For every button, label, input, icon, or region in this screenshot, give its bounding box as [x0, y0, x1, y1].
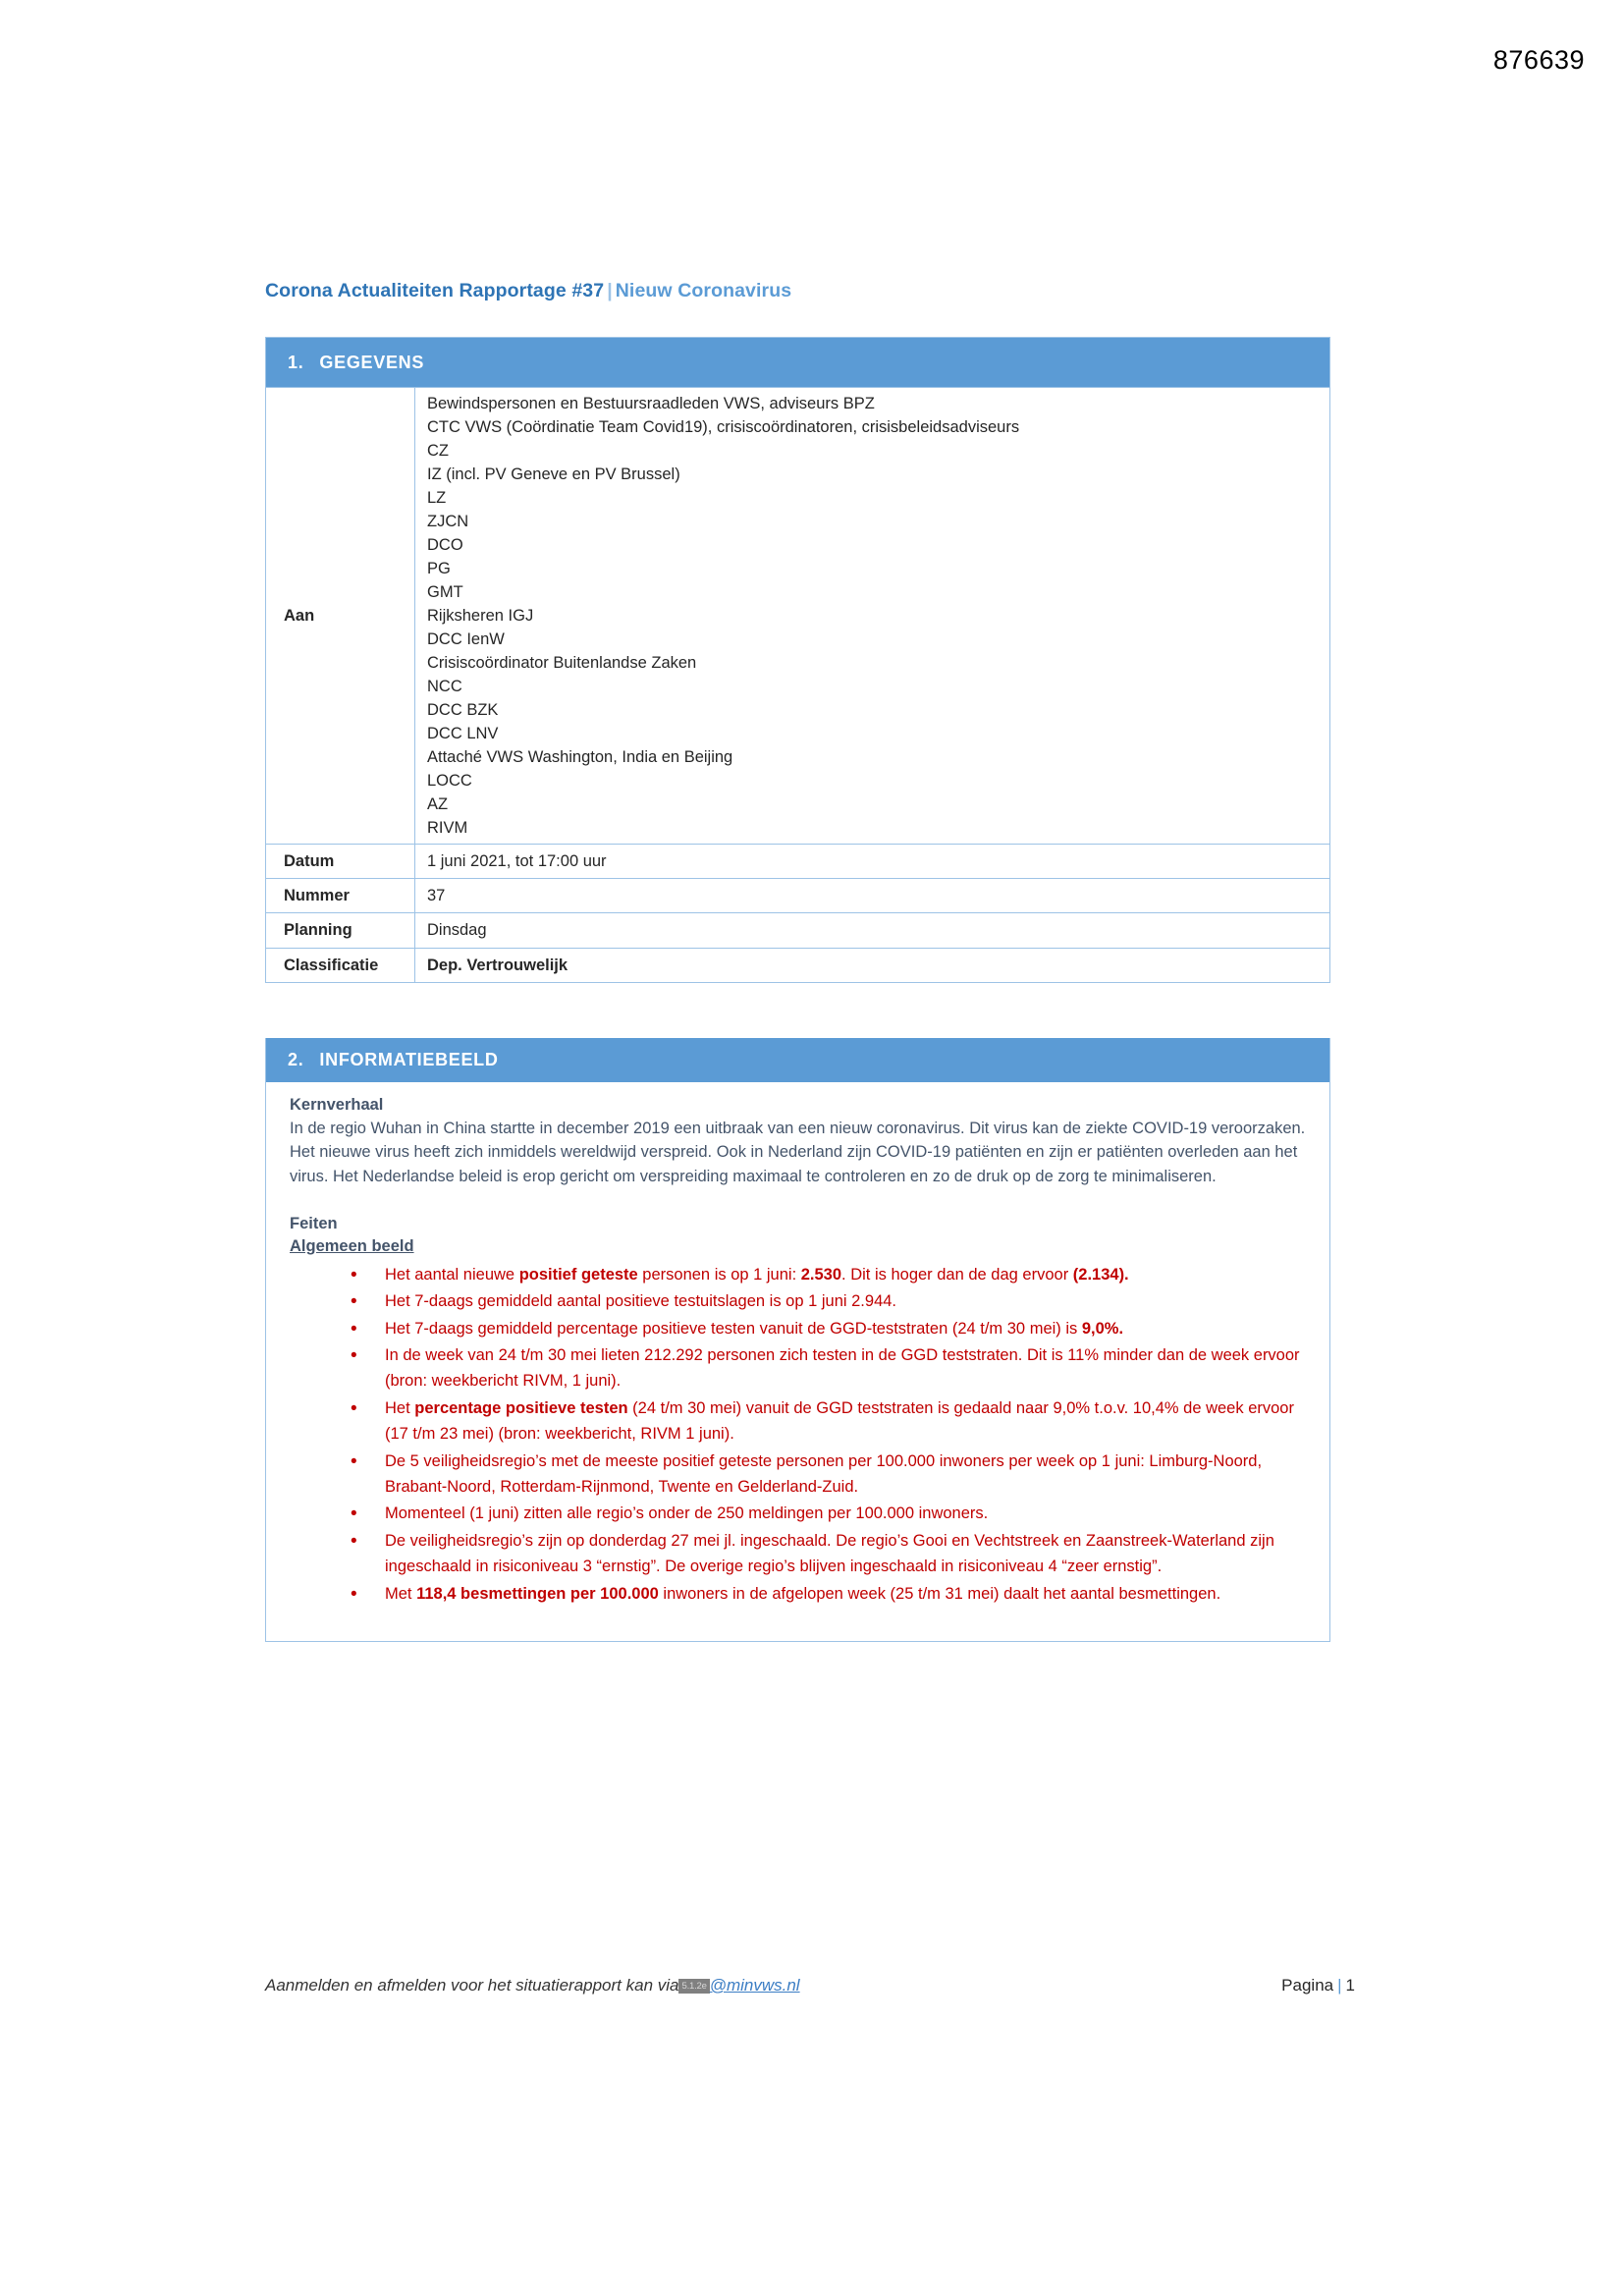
recipients-list [427, 392, 1320, 840]
email-link[interactable]: @minvws.nl [709, 1976, 800, 1995]
row-label: Classificatie [266, 948, 415, 982]
gegevens-meta-rows [266, 845, 1330, 982]
fact-item [351, 1449, 1306, 1501]
fact-item [351, 1501, 1306, 1526]
fact-emphasis: 2.530 [800, 1265, 842, 1284]
page-content [265, 280, 1355, 1642]
table-row [266, 845, 1330, 879]
row-value: Dep. Vertrouwelijk [415, 948, 1330, 982]
recipient-item: ZJCN [427, 513, 469, 531]
fact-text: personen is op 1 juni: [637, 1265, 801, 1284]
fact-text: In de week van 24 t/m 30 mei lieten 212.292 personen zich testen in de GGD teststraten. Dit is 11% minder dan de week ervoor (bron: weekbericht RIVM, 1 juni). [385, 1346, 1300, 1391]
aan-label: Aan [266, 388, 415, 845]
recipient-item: GMT [427, 583, 463, 602]
recipient-item: PG [427, 560, 451, 578]
fact-text: Met [385, 1584, 417, 1603]
section-1-bar [266, 338, 1329, 387]
fact-text: (24 t/m 30 mei) vanuit de GGD teststraten is gedaald naar 9,0% t.o.v. 10,4% de week ervoor (17 t/m 23 mei) (bron: weekbericht, RIVM 1 juni). [385, 1398, 1294, 1444]
document-number: 876639 [1492, 45, 1585, 75]
fact-text: Het 7-daags gemiddeld aantal positieve testuitslagen is op 1 juni 2.944. [385, 1292, 897, 1311]
kernverhaal-text: In de regio Wuhan in China startte in december 2019 een uitbraak van een nieuw coronavirus. Dit virus kan de ziekte COVID-19 veroorzaken. Het nieuwe virus heeft zich inmiddels wereldwijd verspreid. Ook in Nederland zijn COVID-19 patiënten en zijn er patiënten overleden aan het virus. Het Nederlandse beleid is erop gericht om verspreiding maximaal te controleren en zo de druk op de zorg te minimaliseren. [290, 1119, 1306, 1186]
algemeen-beeld-heading: Algemeen beeld [290, 1236, 414, 1255]
report-title [265, 280, 1355, 302]
gegevens-header-cell [266, 338, 1330, 388]
section-1-title: GEGEVENS [319, 353, 425, 372]
fact-item [351, 1262, 1306, 1287]
gegevens-table [265, 337, 1330, 983]
report-title-separator: | [607, 280, 613, 301]
recipient-item: CTC VWS (Coördinatie Team Covid19), crisiscoördinatoren, crisisbeleidsadviseurs [427, 418, 1020, 437]
informatiebeeld-body [266, 1082, 1329, 1641]
fact-emphasis: (2.134). [1072, 1265, 1129, 1284]
recipient-item: Attaché VWS Washington, India en Beijing [427, 748, 733, 767]
footer-note [265, 1976, 800, 1995]
fact-item [351, 1528, 1306, 1580]
section-2-number: 2. [288, 1049, 304, 1069]
row-value: 1 juni 2021, tot 17:00 uur [415, 845, 1330, 879]
fact-text: Het [385, 1398, 415, 1417]
recipient-item: RIVM [427, 819, 468, 838]
recipients-cell [415, 388, 1330, 845]
recipients-row [266, 388, 1330, 845]
fact-item [351, 1581, 1306, 1607]
kernverhaal-heading: Kernverhaal [290, 1095, 384, 1114]
table-row [266, 948, 1330, 982]
fact-text: inwoners in de afgelopen week (25 t/m 31 mei) daalt het aantal besmettingen. [658, 1584, 1221, 1603]
fact-text: De veiligheidsregio’s zijn op donderdag 27 mei jl. ingeschaald. De regio’s Gooi en Vechtstreek en Zaanstreek-Waterland zijn ingeschaald in risiconiveau 3 “ernstig”. De overige regio’s blijven ingeschaald in risiconiveau 4 “zeer ernstig”. [385, 1531, 1274, 1576]
page-label: Pagina [1281, 1976, 1334, 1995]
section-1-number: 1. [288, 353, 304, 372]
recipient-item: DCC IenW [427, 630, 505, 649]
row-label: Nummer [266, 879, 415, 913]
fact-emphasis: percentage positieve testen [414, 1398, 628, 1417]
fact-text: Het aantal nieuwe [385, 1265, 519, 1284]
recipient-item: LOCC [427, 772, 472, 791]
fact-item [351, 1288, 1306, 1314]
section-2-bar [266, 1038, 1329, 1082]
recipient-item: NCC [427, 678, 462, 696]
table-row [266, 879, 1330, 913]
fact-item [351, 1342, 1306, 1394]
row-value: Dinsdag [415, 913, 1330, 948]
page-footer [265, 1976, 1355, 1995]
facts-list [351, 1262, 1306, 1607]
recipient-item: CZ [427, 442, 449, 461]
recipient-item: LZ [427, 489, 447, 508]
recipient-item: Rijksheren IGJ [427, 607, 534, 626]
fact-emphasis: 9,0%. [1081, 1319, 1124, 1338]
row-label: Datum [266, 845, 415, 879]
recipient-item: Bewindspersonen en Bestuursraadleden VWS, adviseurs BPZ [427, 395, 875, 413]
report-title-sub: Nieuw Coronavirus [615, 280, 792, 301]
feiten-heading: Feiten [290, 1214, 338, 1232]
recipient-item: DCO [427, 536, 463, 555]
recipient-item: AZ [427, 795, 449, 814]
fact-item [351, 1395, 1306, 1448]
fact-emphasis: positief geteste [518, 1265, 638, 1284]
informatiebeeld-panel [265, 1038, 1330, 1642]
report-title-main: Corona Actualiteiten Rapportage #37 [265, 280, 605, 301]
gegevens-header-row [266, 338, 1330, 388]
row-label: Planning [266, 913, 415, 948]
row-value: 37 [415, 879, 1330, 913]
page-separator: | [1337, 1976, 1342, 1995]
fact-text: . Dit is hoger dan de dag ervoor [841, 1265, 1073, 1284]
fact-text: Het 7-daags gemiddeld percentage positieve testen vanuit de GGD-teststraten (24 t/m 30 mei) is [385, 1319, 1082, 1338]
fact-emphasis: 118,4 besmettingen per 100.000 [416, 1584, 659, 1603]
fact-item [351, 1316, 1306, 1341]
fact-text: Momenteel (1 juni) zitten alle regio’s onder de 250 meldingen per 100.000 inwoners. [385, 1504, 989, 1523]
page-number: 1 [1345, 1976, 1355, 1995]
recipient-item: IZ (incl. PV Geneve en PV Brussel) [427, 465, 680, 484]
redaction-box: 5.1.2e [678, 1979, 709, 1994]
recipient-item: DCC BZK [427, 701, 499, 720]
page-indicator [1281, 1976, 1355, 1995]
footer-note-text: Aanmelden en afmelden voor het situatierapport kan via [265, 1976, 679, 1995]
recipient-item: Crisiscoördinator Buitenlandse Zaken [427, 654, 697, 673]
table-row [266, 913, 1330, 948]
fact-text: De 5 veiligheidsregio’s met de meeste positief geteste personen per 100.000 inwoners per week op 1 juni: Limburg-Noord, Brabant-Noord, Rotterdam-Rijnmond, Twente en Gelderland-Zuid. [385, 1451, 1263, 1496]
section-2-title: INFORMATIEBEELD [319, 1049, 499, 1069]
recipient-item: DCC LNV [427, 725, 499, 743]
